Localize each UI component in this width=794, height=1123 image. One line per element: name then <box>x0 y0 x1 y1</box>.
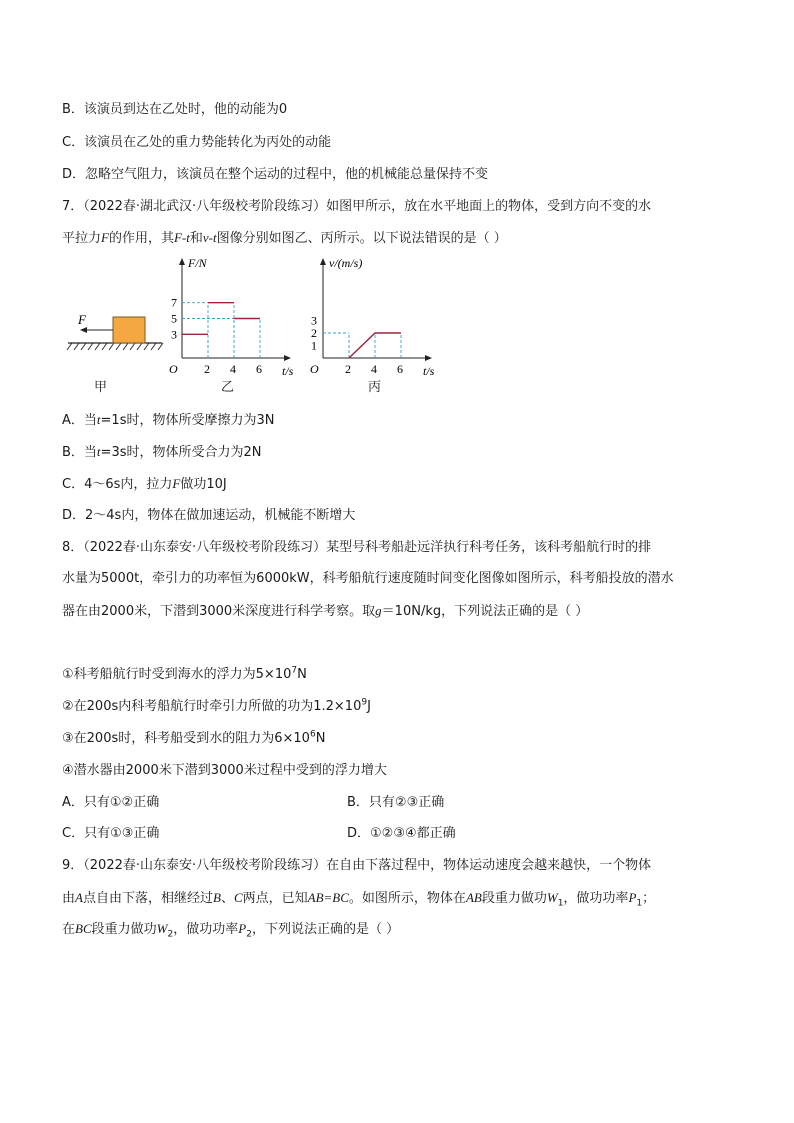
y-axis-label: v/(m/s) <box>329 256 363 270</box>
q7-option-c <box>62 475 227 494</box>
q9-text: 点自由下落，相继经过 <box>82 891 213 906</box>
q7-text: 平拉力 <box>62 231 102 246</box>
force-label: F <box>78 312 86 327</box>
x-axis-arrow <box>284 355 291 361</box>
q9-text: 、 <box>220 891 234 906</box>
q8-stem-line2: 水量为5000t，牵引力的功率恒为6000kW，科考船航行速度随时间变化图像如图所示，科考船投放的潜水 <box>62 571 674 586</box>
label-jia: 甲 <box>94 380 108 395</box>
q7-text: 的作用，其 <box>108 231 174 246</box>
q7-text: B．当 <box>62 445 97 460</box>
q8-statement-3 <box>62 730 325 748</box>
subscript: 2 <box>167 929 174 940</box>
q8-stem-line1: 8．（2022春·山东泰安·八年级校考阶段练习）某型号科考船赴远洋执行科考任务，该科考船航行时的排 <box>62 540 652 555</box>
x-tick-label: 4 <box>230 362 236 376</box>
y-tick-label: 1 <box>311 338 317 353</box>
q9-text: 段重力做功 <box>481 891 547 906</box>
exponent: 7 <box>291 665 298 676</box>
label-bing: 丙 <box>368 380 382 395</box>
q7-var-t: t <box>96 444 101 459</box>
q9-var: B <box>212 890 221 905</box>
q9-text: ，做功功率 <box>563 891 629 906</box>
y-tick-label: 5 <box>171 311 177 326</box>
x-tick-label: 6 <box>256 362 262 376</box>
q8-option-a: A．只有①②正确 <box>62 795 160 810</box>
y-axis-label: F/N <box>188 256 207 270</box>
q8-text: 器在由2000米，下潜到3000米深度进行科学考察。取 <box>62 604 376 619</box>
q7-text: =3s时，物体所受合力为2N <box>100 445 262 460</box>
origin-label: O <box>310 362 319 376</box>
q9-var: P <box>238 921 247 936</box>
y-axis-arrow <box>320 258 326 265</box>
q7-text: C．4～6s内，拉力 <box>62 477 173 492</box>
q7-var-f: F <box>101 230 109 245</box>
q8-text: ②在200s内科考船航行时牵引力所做的功为1.2×10 <box>62 699 362 714</box>
q9-var: C <box>233 890 243 905</box>
y-tick-label: 3 <box>311 313 317 328</box>
subscript: 1 <box>557 898 564 909</box>
origin-label: O <box>169 362 178 376</box>
x-axis-arrow <box>425 355 432 361</box>
q9-text: 。如图所示，物体在 <box>348 891 466 906</box>
q9-var: W <box>156 921 168 936</box>
q7-var-ft: F-t <box>173 230 190 245</box>
q7-option-b <box>62 443 261 462</box>
x-axis-label: t/s <box>282 364 294 377</box>
q9-var: P <box>628 890 637 905</box>
q9-var: AB <box>465 890 482 905</box>
force-arrow-head <box>80 327 87 333</box>
q8-text: ③在200s时，科考船受到水的阻力为6×10 <box>62 731 310 746</box>
y-tick-label: 2 <box>311 326 317 340</box>
q9-stem-line1: 9．（2022春·山东泰安·八年级校考阶段练习）在自由下落过程中，物体运动速度会越来越快，一个物体 <box>62 858 652 873</box>
ground-hatch <box>67 343 163 350</box>
q7-var-vt: v-t <box>202 230 217 245</box>
q9-var: BC <box>75 921 92 936</box>
q7-option-a <box>62 411 274 430</box>
chart-bing <box>305 255 440 377</box>
q6-option-d: D．忽略空气阻力，该演员在整个运动的过程中，他的机械能总量保持不变 <box>62 167 489 182</box>
q8-text: ①科考船航行时受到海水的浮力为5×10 <box>62 667 292 682</box>
label-yi: 乙 <box>221 380 235 395</box>
subscript: 2 <box>246 929 252 940</box>
q7-text: 和 <box>189 231 203 246</box>
chart-yi <box>168 255 298 377</box>
q6-option-b: B．该演员到达在乙处时，他的动能为0 <box>62 102 288 117</box>
q8-option-d: D．①②③④都正确 <box>347 826 456 841</box>
x-axis-label: t/s <box>423 364 435 377</box>
q7-stem-line2 <box>62 229 507 248</box>
exponent: 9 <box>361 697 368 708</box>
q7-text: A．当 <box>62 413 97 428</box>
q9-var: A <box>75 890 83 905</box>
q9-text: 由 <box>62 891 76 906</box>
q8-statement-2 <box>62 698 371 716</box>
q7-text: 图像分别如图乙、丙所示。以下说法错误的是（ ） <box>216 231 507 246</box>
x-tick-label: 2 <box>345 362 351 376</box>
q9-stem-line3 <box>62 920 399 939</box>
q8-text: ＝10N/kg，下列说法正确的是（ ） <box>381 604 589 619</box>
q9-text: 段重力做功 <box>91 922 157 937</box>
q9-stem-line2 <box>62 889 655 908</box>
q9-text: ，下列说法正确的是（ ） <box>251 922 400 937</box>
figure-jia <box>66 305 166 355</box>
x-tick-label: 4 <box>371 362 377 376</box>
y-axis-arrow <box>179 258 185 265</box>
q8-text: J <box>367 699 371 714</box>
q9-text: 在 <box>62 922 76 937</box>
q8-statement-4: ④潜水器由2000米下潜到3000米过程中受到的浮力增大 <box>62 763 387 778</box>
q7-var-f: F <box>172 476 181 491</box>
q9-var: AB=BC <box>307 890 349 905</box>
block <box>113 317 145 343</box>
q7-stem-line1: 7．（2022春·湖北武汉·八年级校考阶段练习）如图甲所示，放在水平地面上的物体，受到方向不变的水 <box>62 199 652 214</box>
x-tick-label: 2 <box>204 362 210 376</box>
q8-text: N <box>297 667 307 682</box>
q8-stem-line3 <box>62 602 588 621</box>
q7-option-d: D．2～4s内，物体在做加速运动，机械能不断增大 <box>62 508 356 523</box>
subscript: 1 <box>636 898 643 909</box>
q8-option-c: C．只有①③正确 <box>62 826 160 841</box>
q7-var-t: t <box>96 412 101 427</box>
q7-text: =1s时，物体所受摩擦力为3N <box>100 413 275 428</box>
q7-text: 做功10J <box>180 477 227 492</box>
x-tick-label: 6 <box>397 362 403 376</box>
q9-text: 两点，已知 <box>242 891 308 906</box>
q8-var-g: g <box>375 603 382 618</box>
q9-var: W <box>546 890 558 905</box>
q6-option-c: C．该演员在乙处的重力势能转化为丙处的动能 <box>62 135 332 150</box>
q9-text: ，做功功率 <box>173 922 239 937</box>
exponent: 6 <box>309 729 316 740</box>
y-tick-label: 3 <box>171 327 177 342</box>
y-tick-label: 7 <box>171 295 177 310</box>
q8-statement-1 <box>62 666 307 684</box>
q8-text: N <box>315 731 326 746</box>
q8-option-b: B．只有②③正确 <box>347 795 445 810</box>
q9-text: ； <box>642 891 656 906</box>
